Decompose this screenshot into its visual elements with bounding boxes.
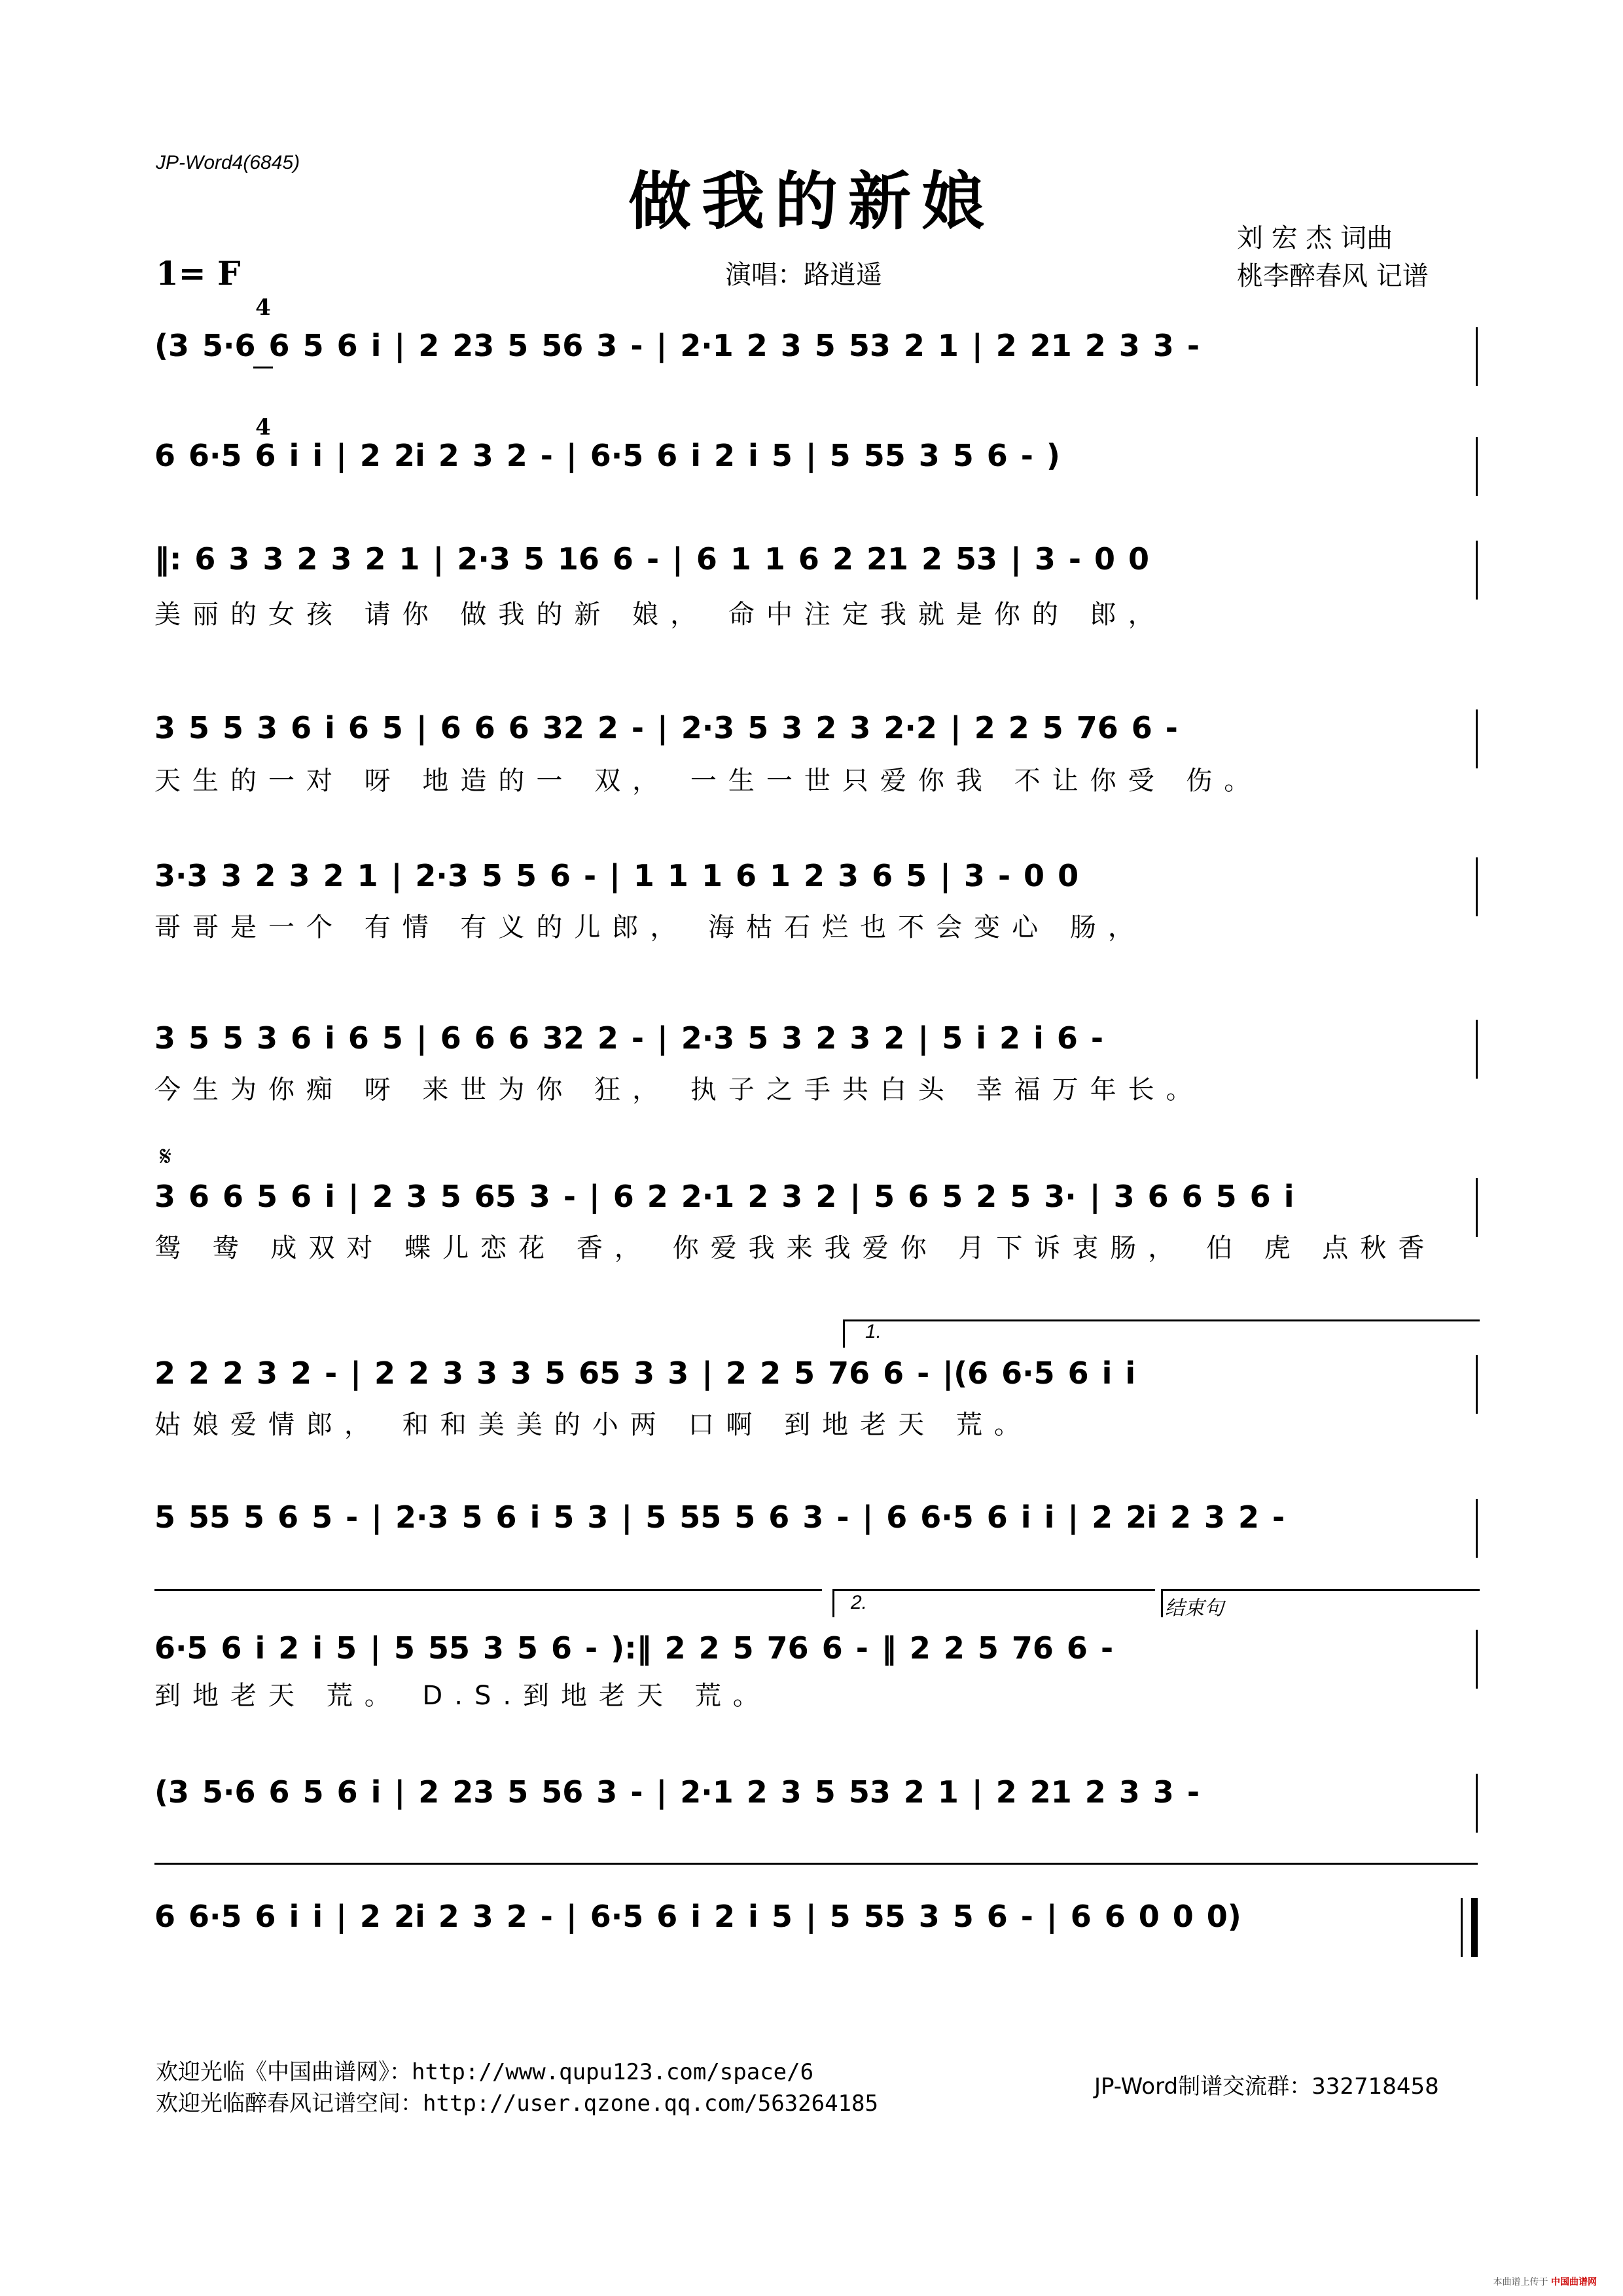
lyrics-line: 鸳 鸯 成双对 蝶儿恋花 香， 你爱我来我爱你 月下诉衷肠， 伯 虎 点秋香 (154, 1233, 1436, 1263)
volta-1-bracket (843, 1319, 1480, 1348)
notation-line: 5 55 5 6 5 - | 2·3 5 6 i 5 3 | 5 55 5 6 3 - | 6 6·5 6 i i | 2 2i 2 3 2 - (154, 1499, 1285, 1535)
footer-link-qzone[interactable]: 欢迎光临醉春风记谱空间：http://user.qzone.qq.com/563264185 (156, 2090, 878, 2117)
barline (1476, 1355, 1478, 1414)
notation-line: 6 6·5 6 i i | 2 2i 2 3 2 - | 6·5 6 i 2 i 5 | 5 55 3 5 6 - ) (154, 438, 1060, 473)
barline (1476, 1178, 1478, 1237)
lyrics-line: 哥哥是一个 有情 有义的儿郎， 海枯石烂也不会变心 肠， (154, 912, 1146, 942)
key-signature: 1= F (156, 254, 241, 293)
time-signature-line (253, 367, 273, 368)
notation-line: (3 5·6 6 5 6 i | 2 23 5 56 3 - | 2·1 2 3 5 53 2 1 | 2 21 2 3 3 - (154, 1774, 1200, 1810)
system-top-line (154, 1863, 1478, 1865)
software-version: JP-Word4(6845) (156, 152, 300, 173)
transcriber-credit: 桃李醉春风 记谱 (1237, 261, 1429, 291)
volta-1-label: 1. (865, 1321, 882, 1342)
footer-group-number: JP-Word制谱交流群：332718458 (1094, 2073, 1439, 2100)
lyrics-line: 今生为你痴 呀 来世为你 狂， 执子之手共白头 幸福万年长。 (154, 1075, 1204, 1105)
barline (1476, 709, 1478, 768)
lyrics-line: 到地老天 荒。 D.S.到地老天 荒。 (154, 1681, 771, 1711)
time-signature-top: 4 (255, 295, 271, 321)
coda-label: 结束句 (1165, 1598, 1224, 1619)
barline (1476, 857, 1478, 916)
notation-line: 3 5 5 3 6 i 6 5 | 6 6 6 32 2 - | 2·3 5 3 2 3 2 | 5 i 2 i 6 - (154, 1020, 1103, 1056)
notation-line: 6·5 6 i 2 i 5 | 5 55 3 5 6 - ):‖ 2 2 5 76 6 - ‖ 2 2 5 76 6 - (154, 1630, 1114, 1666)
notation-line: (3 5·6 6 5 6 i | 2 23 5 56 3 - | 2·1 2 3 5 53 2 1 | 2 21 2 3 3 - (154, 328, 1200, 363)
segno-sign: 𝄋 (160, 1140, 172, 1172)
volta-2-bracket (832, 1589, 1155, 1617)
final-barline (1471, 1898, 1478, 1957)
notation-line: 3 5 5 3 6 i 6 5 | 6 6 6 32 2 - | 2·3 5 3 2 3 2·2 | 2 2 5 76 6 - (154, 710, 1178, 745)
upload-stamp (1493, 2275, 1597, 2288)
volta-1-continuation (154, 1589, 822, 1617)
barline (1476, 1774, 1478, 1833)
barline (1476, 327, 1478, 386)
time-signature-bottom: 4 (255, 414, 271, 440)
notation-line: 3 6 6 5 6 i | 2 3 5 65 3 - | 6 2 2·1 2 3 2 | 5 6 5 2 5 3· | 3 6 6 5 6 i (154, 1179, 1294, 1214)
footer-link-qupu[interactable]: 欢迎光临《中国曲谱网》：http://www.qupu123.com/space/6 (156, 2059, 814, 2085)
lyrics-line: 天生的一对 呀 地造的一 双， 一生一世只爱你我 不让你受 伤。 (154, 766, 1262, 796)
barline (1476, 1630, 1478, 1689)
barline (1476, 541, 1478, 600)
volta-2-label: 2. (851, 1592, 868, 1613)
lyrics-line: 姑娘爱情郎， 和和美美的小两 口啊 到地老天 荒。 (154, 1410, 1032, 1440)
composer-credit: 刘 宏 杰 词曲 (1237, 223, 1393, 253)
barline (1476, 437, 1478, 496)
notation-line: 6 6·5 6 i i | 2 2i 2 3 2 - | 6·5 6 i 2 i 5 | 5 55 3 5 6 - | 6 6 0 0 0) (154, 1899, 1241, 1934)
stamp-prefix: 本曲谱上传于 (1493, 2277, 1548, 2287)
barline (1476, 1499, 1478, 1558)
lyrics-line: 美丽的女孩 请你 做我的新 娘， 命中注定我就是你的 郎， (154, 600, 1166, 630)
notation-line: 2 2 2 3 2 - | 2 2 3 3 3 5 65 3 3 | 2 2 5 76 6 - |(6 6·5 6 i i (154, 1355, 1136, 1391)
song-title: 做我的新娘 (628, 164, 995, 238)
notation-line: 3·3 3 2 3 2 1 | 2·3 5 5 6 - | 1 1 1 6 1 2 3 6 5 | 3 - 0 0 (154, 858, 1079, 893)
stamp-site: 中国曲谱网 (1551, 2277, 1597, 2287)
notation-line: ‖: 6 3 3 2 3 2 1 | 2·3 5 16 6 - | 6 1 1 6 2 21 2 53 | 3 - 0 0 (154, 541, 1150, 577)
barline (1476, 1020, 1478, 1079)
singer-credit: 演唱：路逍遥 (725, 260, 882, 290)
